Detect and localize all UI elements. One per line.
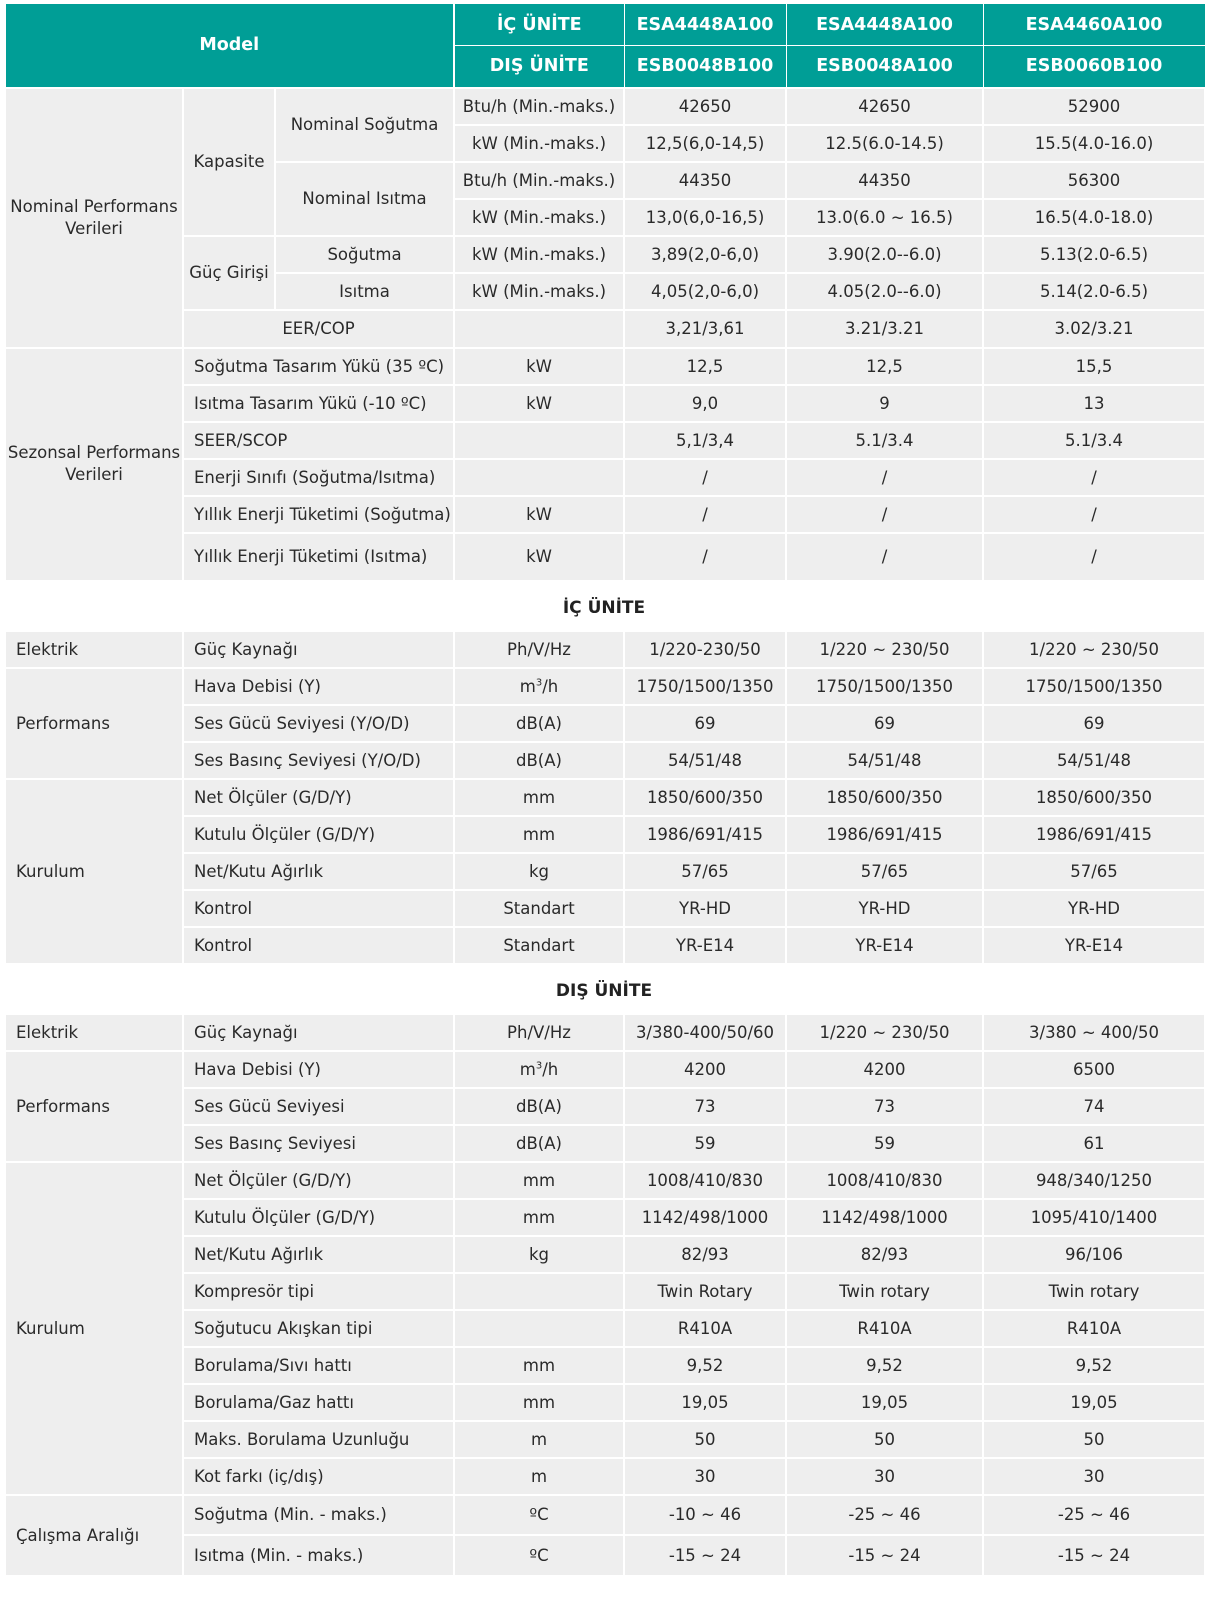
param-cell: Hava Debisi (Y) [183, 1051, 454, 1088]
value-cell: 30 [624, 1458, 786, 1495]
value-cell: Twin rotary [786, 1273, 983, 1310]
unit-cell [454, 668, 624, 705]
value-cell: 1/220 ~ 230/50 [786, 631, 983, 668]
value-cell: 69 [624, 705, 786, 742]
value-cell: 12,5(6,0-14,5) [624, 125, 786, 162]
unit-cell: kW [454, 496, 624, 533]
table-row [5, 88, 1205, 125]
value-cell: 42650 [624, 88, 786, 125]
group-cell: Kurulum [5, 779, 183, 964]
param-cell: Net/Kutu Ağırlık [183, 1236, 454, 1273]
table-row [5, 1347, 1205, 1384]
param-cell: Net Ölçüler (G/D/Y) [183, 1162, 454, 1199]
outdoor-section-title: DIŞ ÜNİTE [555, 980, 653, 1001]
unit-superscript: 3 [535, 677, 543, 688]
table-row [5, 1384, 1205, 1421]
value-cell: 57/65 [983, 853, 1205, 890]
param-cell: Ses Basınç Seviyesi (Y/O/D) [183, 742, 454, 779]
value-cell: 13.0(6.0 ~ 16.5) [786, 199, 983, 236]
value-cell: R410A [786, 1310, 983, 1347]
value-cell: 59 [624, 1125, 786, 1162]
param-cell: Soğutma Tasarım Yükü (35 ºC) [183, 348, 454, 385]
value-cell: 5.1/3.4 [786, 422, 983, 459]
param-cell: Maks. Borulama Uzunluğu [183, 1421, 454, 1458]
indoor-table [4, 630, 1206, 965]
unit-cell: kW (Min.-maks.) [454, 273, 624, 310]
value-cell: 3.90(2.0--6.0) [786, 236, 983, 273]
value-cell: 4200 [624, 1051, 786, 1088]
unit-cell [454, 1310, 624, 1347]
table-row [5, 1310, 1205, 1347]
value-cell: 13 [983, 385, 1205, 422]
value-cell: / [786, 459, 983, 496]
value-cell: 19,05 [786, 1384, 983, 1421]
value-cell: 15.5(4.0-16.0) [983, 125, 1205, 162]
table-row [5, 310, 1205, 348]
value-cell: 69 [786, 705, 983, 742]
value-cell: 1850/600/350 [786, 779, 983, 816]
param-cell: Kot farkı (iç/dış) [183, 1458, 454, 1495]
value-cell: YR-E14 [624, 927, 786, 964]
value-cell: / [983, 533, 1205, 581]
value-cell: 42650 [786, 88, 983, 125]
value-cell: 5.14(2.0-6.5) [983, 273, 1205, 310]
value-cell: 1095/410/1400 [983, 1199, 1205, 1236]
param-cell: Güç Kaynağı [183, 631, 454, 668]
table-row [5, 705, 1205, 742]
value-cell: 12,5 [624, 348, 786, 385]
group-cell: Performans [5, 668, 183, 779]
value-cell: 74 [983, 1088, 1205, 1125]
param-cell: Kutulu Ölçüler (G/D/Y) [183, 816, 454, 853]
unit-cell [454, 310, 624, 348]
param-cell: Güç Kaynağı [183, 1014, 454, 1051]
table-row [5, 1125, 1205, 1162]
sub-cooling: Soğutma [275, 236, 454, 273]
value-cell: 1986/691/415 [983, 816, 1205, 853]
value-cell: YR-HD [786, 890, 983, 927]
unit-cell: kW [454, 348, 624, 385]
value-cell: / [624, 459, 786, 496]
value-cell: YR-E14 [983, 927, 1205, 964]
table-row [5, 422, 1205, 459]
value-cell: 948/340/1250 [983, 1162, 1205, 1199]
model-2-outdoor: ESB0048A100 [786, 46, 983, 88]
unit-base: m [519, 676, 536, 696]
unit-cell: kW (Min.-maks.) [454, 199, 624, 236]
value-cell: 9,0 [624, 385, 786, 422]
value-cell: 4.05(2.0--6.0) [786, 273, 983, 310]
sub-nominal-heating: Nominal Isıtma [275, 162, 454, 236]
value-cell: -10 ~ 46 [624, 1495, 786, 1535]
param-cell: Ses Basınç Seviyesi [183, 1125, 454, 1162]
group-nominal: Nominal Performans Verileri [5, 88, 183, 348]
value-cell: YR-HD [983, 890, 1205, 927]
table-row [5, 533, 1205, 581]
table-row [5, 668, 1205, 705]
value-cell: 1850/600/350 [983, 779, 1205, 816]
outdoor-table [4, 1013, 1206, 1577]
unit-cell: kW (Min.-maks.) [454, 236, 624, 273]
table-row [5, 459, 1205, 496]
value-cell: 1850/600/350 [624, 779, 786, 816]
value-cell: 9,52 [786, 1347, 983, 1384]
value-cell: 1986/691/415 [624, 816, 786, 853]
value-cell: 9 [786, 385, 983, 422]
value-cell: 1008/410/830 [624, 1162, 786, 1199]
model-3-outdoor: ESB0060B100 [983, 46, 1205, 88]
model-3-indoor: ESA4460A100 [983, 4, 1205, 46]
unit-cell: mm [454, 1384, 624, 1421]
value-cell: 73 [624, 1088, 786, 1125]
param-cell: Kontrol [183, 890, 454, 927]
param-cell: Isıtma Tasarım Yükü (-10 ºC) [183, 385, 454, 422]
value-cell: 52900 [983, 88, 1205, 125]
unit-cell: dB(A) [454, 705, 624, 742]
table-row [5, 816, 1205, 853]
unit-cell: dB(A) [454, 1088, 624, 1125]
value-cell: 59 [786, 1125, 983, 1162]
table-row [5, 890, 1205, 927]
unit-cell: ºC [454, 1495, 624, 1535]
spec-sheet [4, 3, 1204, 1577]
unit-cell: kW [454, 533, 624, 581]
value-cell: / [624, 533, 786, 581]
value-cell: 16.5(4.0-18.0) [983, 199, 1205, 236]
sub-kapasite: Kapasite [183, 88, 275, 236]
value-cell: 54/51/48 [786, 742, 983, 779]
value-cell: YR-E14 [786, 927, 983, 964]
value-cell: 1142/498/1000 [786, 1199, 983, 1236]
value-cell: 61 [983, 1125, 1205, 1162]
value-cell: 73 [786, 1088, 983, 1125]
table-row [5, 1495, 1205, 1535]
unit-cell: ºC [454, 1535, 624, 1576]
indoor-section-title: İÇ ÜNİTE [562, 597, 646, 618]
table-row [5, 1051, 1205, 1088]
table-row [5, 1421, 1205, 1458]
unit-cell [454, 422, 624, 459]
param-cell: Borulama/Gaz hattı [183, 1384, 454, 1421]
table-row [5, 348, 1205, 385]
value-cell: -25 ~ 46 [983, 1495, 1205, 1535]
param-cell: Ses Gücü Seviyesi (Y/O/D) [183, 705, 454, 742]
value-cell: 1008/410/830 [786, 1162, 983, 1199]
value-cell: 5,1/3,4 [624, 422, 786, 459]
value-cell: 4200 [786, 1051, 983, 1088]
group-cell: Kurulum [5, 1162, 183, 1495]
value-cell: Twin Rotary [624, 1273, 786, 1310]
unit-cell: mm [454, 1162, 624, 1199]
table-row [5, 779, 1205, 816]
group-seasonal: Sezonsal Performans Verileri [5, 348, 183, 581]
table-row [5, 1014, 1205, 1051]
value-cell: -15 ~ 24 [983, 1535, 1205, 1576]
param-cell: Yıllık Enerji Tüketimi (Isıtma) [183, 533, 454, 581]
table-row [5, 1273, 1205, 1310]
unit-cell: Standart [454, 927, 624, 964]
value-cell: 12,5 [786, 348, 983, 385]
unit-cell: kW [454, 385, 624, 422]
unit-cell: Standart [454, 890, 624, 927]
value-cell: 3/380 ~ 400/50 [983, 1014, 1205, 1051]
unit-suffix: /h [542, 1059, 559, 1079]
value-cell: 44350 [786, 162, 983, 199]
param-cell: Soğutucu Akışkan tipi [183, 1310, 454, 1347]
value-cell: 69 [983, 705, 1205, 742]
value-cell: 3.21/3.21 [786, 310, 983, 348]
param-cell: Ses Gücü Seviyesi [183, 1088, 454, 1125]
unit-cell: m [454, 1421, 624, 1458]
value-cell: 3.02/3.21 [983, 310, 1205, 348]
outdoor-unit-header: DIŞ ÜNİTE [454, 46, 624, 88]
value-cell: -15 ~ 24 [786, 1535, 983, 1576]
value-cell: 15,5 [983, 348, 1205, 385]
table-row [5, 631, 1205, 668]
value-cell: -15 ~ 24 [624, 1535, 786, 1576]
value-cell: 82/93 [624, 1236, 786, 1273]
value-cell: 50 [983, 1421, 1205, 1458]
value-cell: 4,05(2,0-6,0) [624, 273, 786, 310]
model-1-indoor: ESA4448A100 [624, 4, 786, 46]
value-cell: 9,52 [624, 1347, 786, 1384]
unit-cell: Ph/V/Hz [454, 1014, 624, 1051]
unit-cell [454, 1051, 624, 1088]
value-cell: 30 [786, 1458, 983, 1495]
value-cell: 57/65 [786, 853, 983, 890]
group-cell: Elektrik [5, 1014, 183, 1051]
unit-cell: kW (Min.-maks.) [454, 125, 624, 162]
value-cell: R410A [983, 1310, 1205, 1347]
unit-cell: mm [454, 1347, 624, 1384]
header-row-indoor [5, 4, 1205, 46]
value-cell: 3,21/3,61 [624, 310, 786, 348]
sub-power-input: Güç Girişi [183, 236, 275, 310]
value-cell: 54/51/48 [624, 742, 786, 779]
value-cell: / [786, 533, 983, 581]
value-cell: 5.1/3.4 [983, 422, 1205, 459]
model-1-outdoor: ESB0048B100 [624, 46, 786, 88]
table-row [5, 1458, 1205, 1495]
group-cell: Performans [5, 1051, 183, 1162]
value-cell: 6500 [983, 1051, 1205, 1088]
param-cell: Kutulu Ölçüler (G/D/Y) [183, 1199, 454, 1236]
table-row [5, 385, 1205, 422]
value-cell: Twin rotary [983, 1273, 1205, 1310]
param-cell: SEER/SCOP [183, 422, 454, 459]
value-cell: 50 [624, 1421, 786, 1458]
unit-cell: mm [454, 779, 624, 816]
table-row [5, 1535, 1205, 1576]
value-cell: 1750/1500/1350 [624, 668, 786, 705]
value-cell: 82/93 [786, 1236, 983, 1273]
unit-cell: Btu/h (Min.-maks.) [454, 88, 624, 125]
unit-cell: dB(A) [454, 1125, 624, 1162]
value-cell: 44350 [624, 162, 786, 199]
unit-cell: mm [454, 1199, 624, 1236]
table-row [5, 742, 1205, 779]
value-cell: / [983, 459, 1205, 496]
value-cell: 1/220-230/50 [624, 631, 786, 668]
unit-superscript: 3 [535, 1060, 543, 1071]
table-row [5, 1088, 1205, 1125]
value-cell: 1750/1500/1350 [983, 668, 1205, 705]
eer-cop-label: EER/COP [183, 310, 454, 348]
group-cell: Elektrik [5, 631, 183, 668]
value-cell: 1/220 ~ 230/50 [983, 631, 1205, 668]
value-cell: 1/220 ~ 230/50 [786, 1014, 983, 1051]
value-cell: 50 [786, 1421, 983, 1458]
value-cell: 19,05 [624, 1384, 786, 1421]
model-header: Model [5, 4, 454, 88]
table-row [5, 236, 1205, 273]
value-cell: / [983, 496, 1205, 533]
table-row [5, 927, 1205, 964]
param-cell: Kompresör tipi [183, 1273, 454, 1310]
param-cell: Kontrol [183, 927, 454, 964]
unit-cell: kg [454, 1236, 624, 1273]
unit-cell: kg [454, 853, 624, 890]
table-row [5, 1199, 1205, 1236]
group-cell: Çalışma Aralığı [5, 1495, 183, 1576]
unit-cell [454, 459, 624, 496]
table-row [5, 1236, 1205, 1273]
value-cell: 54/51/48 [983, 742, 1205, 779]
indoor-unit-header: İÇ ÜNİTE [454, 4, 624, 46]
value-cell: 56300 [983, 162, 1205, 199]
table-row [5, 496, 1205, 533]
value-cell: / [624, 496, 786, 533]
value-cell: 1750/1500/1350 [786, 668, 983, 705]
value-cell: 13,0(6,0-16,5) [624, 199, 786, 236]
unit-suffix: /h [542, 676, 559, 696]
value-cell: 30 [983, 1458, 1205, 1495]
sub-heating: Isıtma [275, 273, 454, 310]
sub-nominal-cooling: Nominal Soğutma [275, 88, 454, 162]
value-cell: 5.13(2.0-6.5) [983, 236, 1205, 273]
param-cell: Enerji Sınıfı (Soğutma/Isıtma) [183, 459, 454, 496]
unit-cell: mm [454, 816, 624, 853]
param-cell: Net/Kutu Ağırlık [183, 853, 454, 890]
unit-base: m [519, 1059, 536, 1079]
value-cell: 1142/498/1000 [624, 1199, 786, 1236]
model-2-indoor: ESA4448A100 [786, 4, 983, 46]
param-cell: Net Ölçüler (G/D/Y) [183, 779, 454, 816]
value-cell: 3/380-400/50/60 [624, 1014, 786, 1051]
param-cell: Yıllık Enerji Tüketimi (Soğutma) [183, 496, 454, 533]
value-cell: 3,89(2,0-6,0) [624, 236, 786, 273]
param-cell: Soğutma (Min. - maks.) [183, 1495, 454, 1535]
value-cell: 12.5(6.0-14.5) [786, 125, 983, 162]
value-cell: 1986/691/415 [786, 816, 983, 853]
table-row [5, 1162, 1205, 1199]
unit-cell: dB(A) [454, 742, 624, 779]
performance-table [4, 3, 1206, 582]
unit-cell: Btu/h (Min.-maks.) [454, 162, 624, 199]
value-cell: / [786, 496, 983, 533]
unit-cell [454, 1273, 624, 1310]
value-cell: 57/65 [624, 853, 786, 890]
value-cell: 19,05 [983, 1384, 1205, 1421]
value-cell: 9,52 [983, 1347, 1205, 1384]
param-cell: Borulama/Sıvı hattı [183, 1347, 454, 1384]
unit-cell: m [454, 1458, 624, 1495]
value-cell: -25 ~ 46 [786, 1495, 983, 1535]
table-row [5, 853, 1205, 890]
param-cell: Isıtma (Min. - maks.) [183, 1535, 454, 1576]
unit-cell: Ph/V/Hz [454, 631, 624, 668]
value-cell: 96/106 [983, 1236, 1205, 1273]
value-cell: R410A [624, 1310, 786, 1347]
param-cell: Hava Debisi (Y) [183, 668, 454, 705]
value-cell: YR-HD [624, 890, 786, 927]
